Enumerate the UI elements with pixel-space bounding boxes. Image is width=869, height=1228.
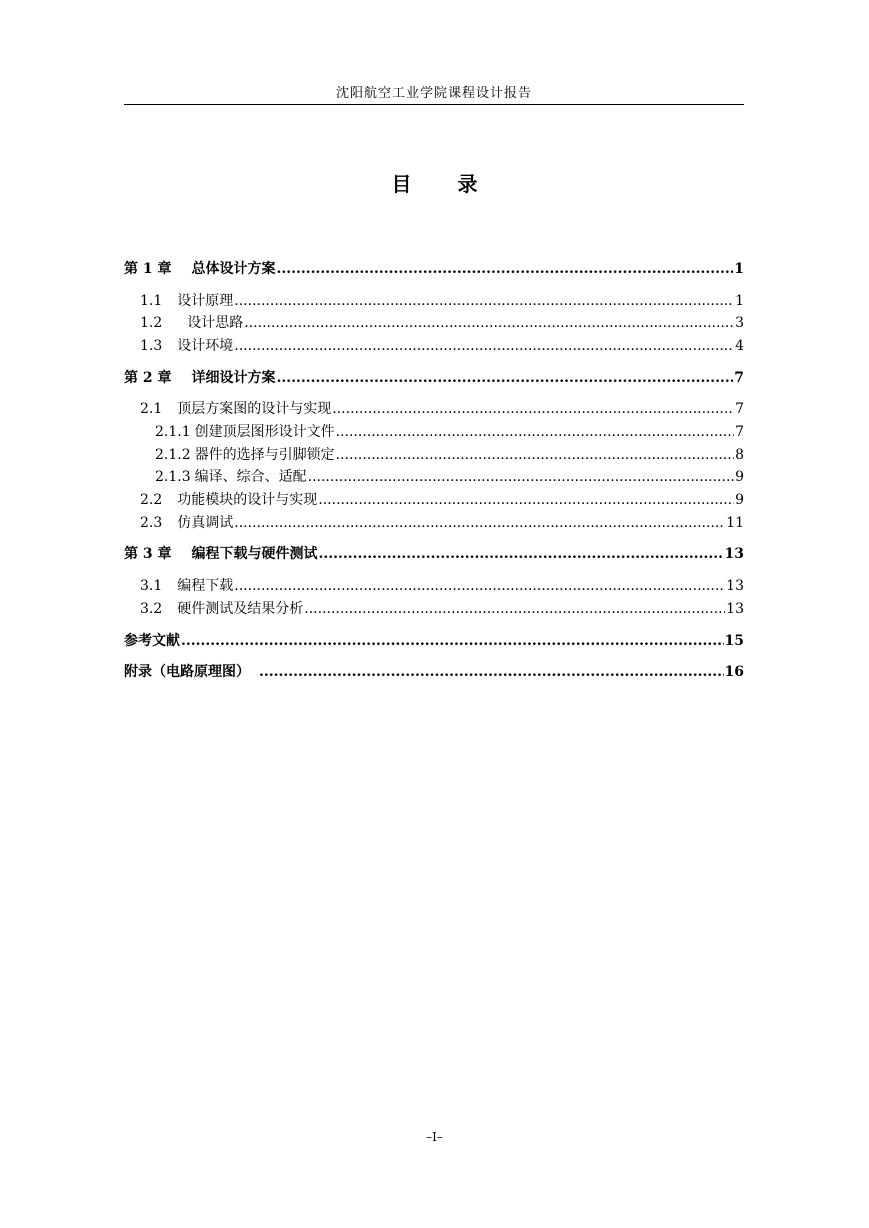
toc-entry-page: 7 [735,401,744,417]
toc-entry-title: 编译、综合、适配 [194,469,307,485]
toc-leader [277,367,734,389]
toc-entry-number: 第 3 章 [124,546,172,562]
toc-entry-2-1-3[interactable] [155,466,744,488]
toc-leader [332,398,734,420]
toc-entry-title: 硬件测试及结果分析 [177,601,304,617]
toc-entry-page: 15 [724,633,744,649]
toc-heading-left: 目 [391,172,412,196]
toc-leader [234,575,725,597]
toc-entry-2-1[interactable] [140,398,744,420]
toc-leader [234,290,734,312]
toc-leader [308,466,734,488]
toc-entry-title: 设计环境 [177,338,234,354]
toc-entry-title: 附录（电路原理图） [124,664,250,680]
toc-entry-1-3[interactable] [140,335,744,357]
toc-entry-3-1[interactable] [140,575,744,597]
toc-leader [336,444,734,466]
toc-entry-references[interactable] [124,630,744,652]
toc-entry-title: 编程下载 [177,578,234,594]
page-number-footer: –I– [426,1130,443,1144]
toc-entry-page: 3 [735,315,744,331]
toc-entry-number: 1.3 [140,338,163,354]
toc-entry-page: 1 [735,293,744,309]
toc-entry-number: 第 2 章 [124,370,172,386]
toc-entry-page: 13 [726,578,744,594]
toc-entry-page: 7 [734,370,744,386]
toc-heading [0,168,869,197]
toc-entry-title: 创建顶层图形设计文件 [194,424,335,440]
toc-entry-page: 9 [735,492,744,508]
toc-entry-number: 2.1.1 [155,424,191,440]
toc-heading-right: 录 [457,172,478,196]
toc-leader [336,421,734,443]
toc-entry-page: 1 [734,261,744,277]
toc-leader [304,598,725,620]
toc-entry-title: 编程下载与硬件测试 [191,546,318,562]
toc-leader [319,543,724,565]
toc-entry-number: 3.2 [140,601,163,617]
toc-entry-title: 参考文献 [124,633,180,649]
toc-entry-number: 2.1.2 [155,447,191,463]
toc-leader [244,312,734,334]
toc-entry-2-2[interactable] [140,489,744,511]
toc-entry-number: 1.2 [140,315,163,331]
toc-entry-page: 11 [726,515,744,531]
toc-entry-number: 2.1 [140,401,163,417]
toc-entry-title: 总体设计方案 [191,261,276,277]
toc-entry-title: 器件的选择与引脚锁定 [194,447,335,463]
toc-leader [181,630,724,652]
toc-entry-number: 第 1 章 [124,261,172,277]
toc-entry-1-2[interactable] [140,312,744,334]
toc-entry-appendix[interactable] [124,661,744,683]
page-header [124,82,744,105]
toc-entry-title: 设计思路 [187,315,244,331]
toc-entry-page: 13 [724,546,744,562]
toc-leader [234,512,725,534]
toc-entry-chapter-3[interactable] [124,543,744,565]
toc-entry-number: 2.3 [140,515,163,531]
toc-leader [318,489,734,511]
toc-entry-title: 设计原理 [177,293,234,309]
toc-leader [277,258,734,280]
toc-entry-title: 功能模块的设计与实现 [177,492,318,508]
toc-entry-2-1-2[interactable] [155,444,744,466]
toc-entry-title: 详细设计方案 [191,370,276,386]
toc-entry-title: 仿真调试 [177,515,234,531]
toc-entry-page: 9 [735,469,744,485]
toc-entry-number: 2.1.3 [155,469,191,485]
toc-entry-page: 13 [726,601,744,617]
toc-entry-chapter-1[interactable] [124,258,744,280]
toc-entry-1-1[interactable] [140,290,744,312]
toc-entry-title: 顶层方案图的设计与实现 [177,401,332,417]
toc-entry-number: 2.2 [140,492,163,508]
toc-entry-number: 3.1 [140,578,163,594]
toc-leader [259,661,724,683]
toc-entry-page: 7 [735,424,744,440]
toc-entry-page: 4 [735,338,744,354]
toc-entry-2-1-1[interactable] [155,421,744,443]
toc-entry-2-3[interactable] [140,512,744,534]
toc-entry-3-2[interactable] [140,598,744,620]
toc-entry-number: 1.1 [140,293,163,309]
toc-entry-page: 8 [735,447,744,463]
toc-leader [234,335,734,357]
toc-entry-chapter-2[interactable] [124,367,744,389]
toc-entry-page: 16 [724,664,744,680]
header-title: 沈阳航空工业学院课程设计报告 [335,86,532,101]
